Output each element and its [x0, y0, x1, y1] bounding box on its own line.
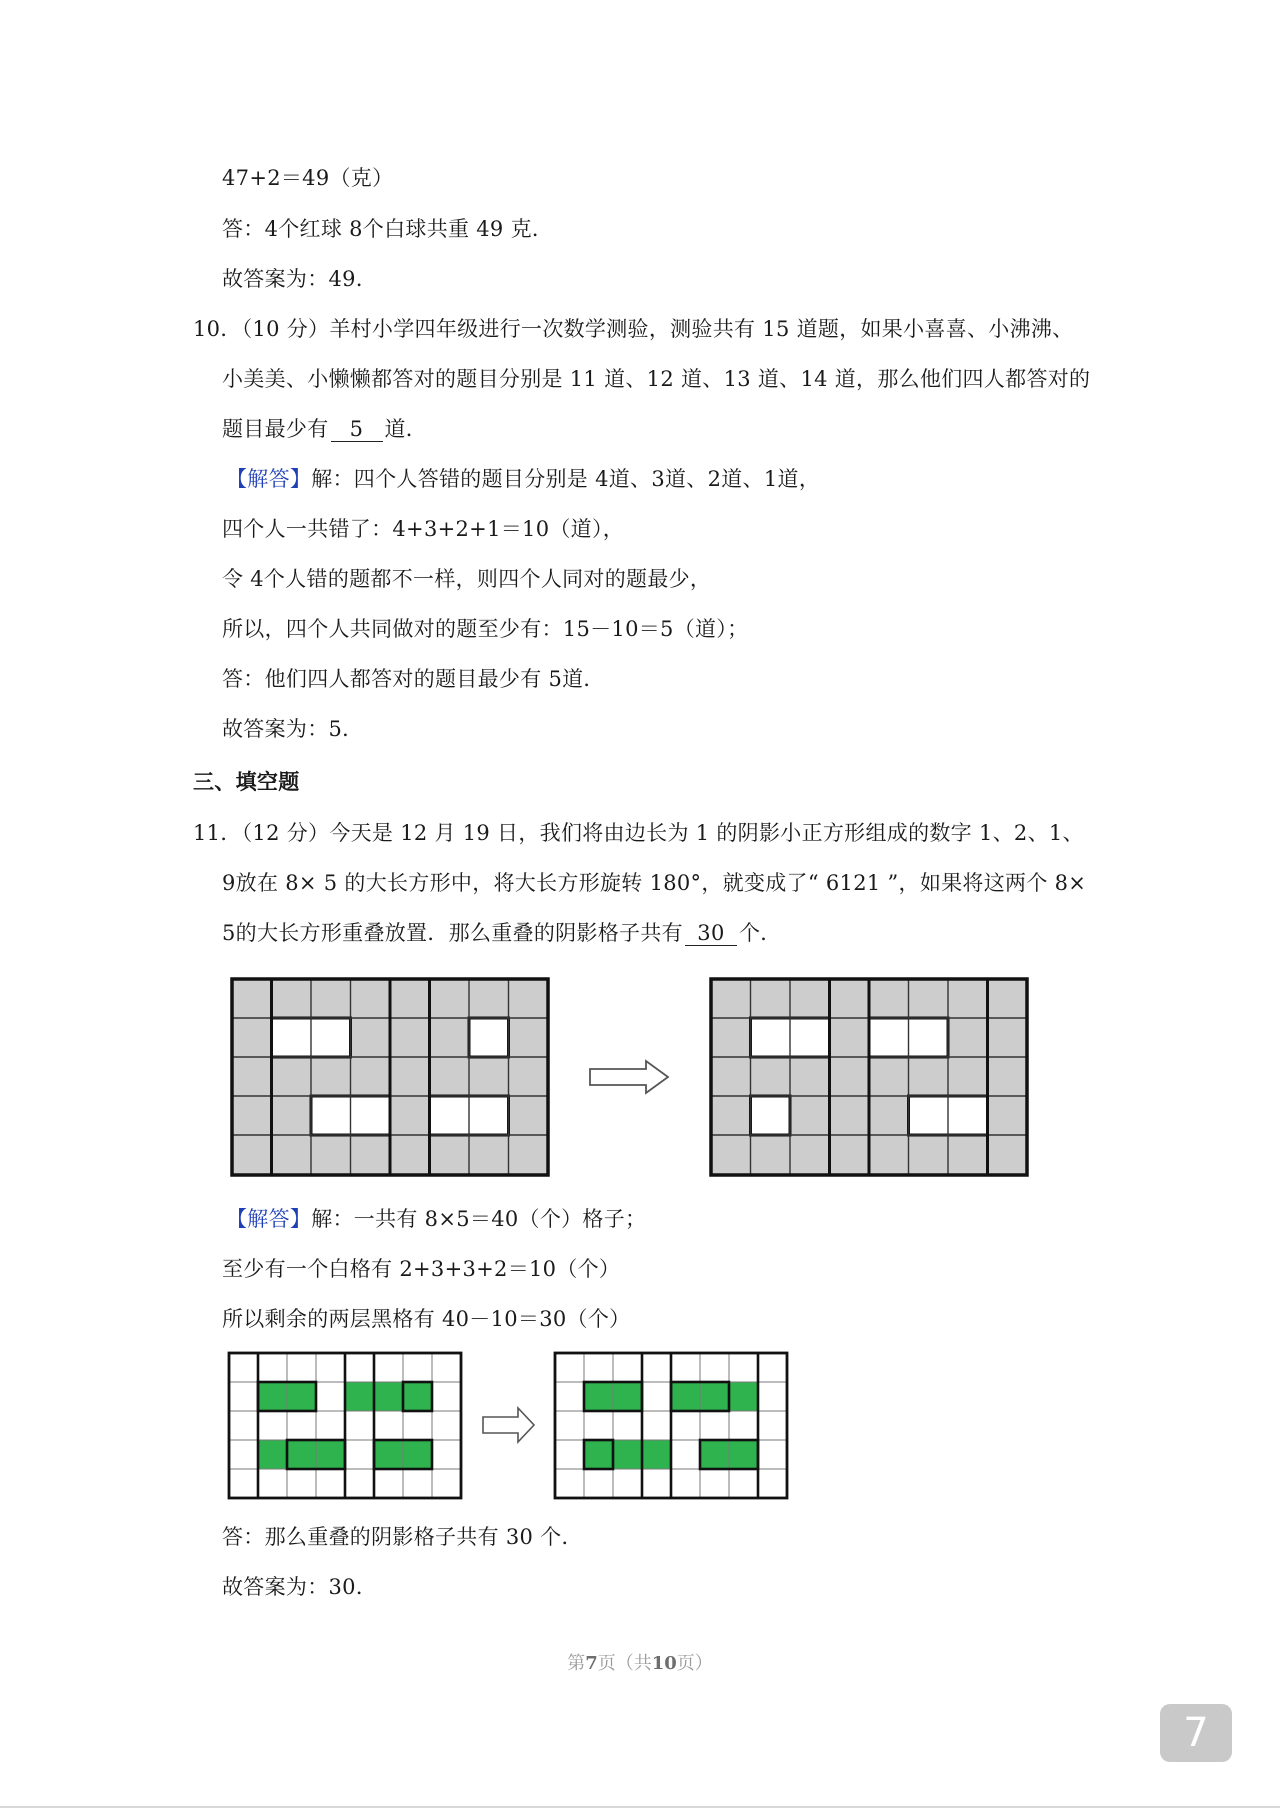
bottom-divider	[0, 1806, 1280, 1808]
green-cells	[258, 1440, 345, 1469]
q10-solution-text: 解：四个人答错的题目分别是 4道、3道、2道、1道，	[311, 467, 821, 491]
page-number-badge[interactable]: 7	[1160, 1704, 1232, 1762]
grid-1219	[232, 979, 548, 1175]
overlap-grid-left	[229, 1353, 461, 1498]
right-arrow-icon	[590, 1061, 668, 1093]
q11-stem-line2: 9放在 8× 5 的大长方形中，将大长方形旋转 180°，就变成了“ 6121 ”，如果将这两个 8×	[222, 871, 1087, 895]
footer-mid: 页（共	[597, 1653, 652, 1674]
q11-solution-text: 解：一共有 8×5＝40（个）格子；	[311, 1207, 647, 1231]
footer-pre: 第	[567, 1653, 586, 1674]
q10-solution-line1	[226, 464, 820, 494]
prev-final: 故答案为：49．	[222, 267, 378, 291]
q10-stem-line2: 小美美、小懒懒都答对的题目分别是 11 道、12 道、13 道、14 道，那么他们四人都答对的	[222, 367, 1091, 391]
white-cells	[751, 1096, 791, 1135]
q11-stem-pre: 5的大长方形重叠放置．那么重叠的阴影格子共有	[222, 921, 683, 945]
q11-final: 故答案为：30．	[222, 1575, 378, 1599]
q11-stem-line3	[222, 918, 782, 948]
footer-total: 10	[651, 1653, 677, 1674]
q10-stem-post: 道．	[384, 417, 428, 441]
q10-stem-line3	[222, 414, 427, 444]
q11-solution-line2: 至少有一个白格有 2+3+3+2＝10（个）	[222, 1257, 621, 1281]
q10-solution-line3: 令 4个人错的题都不一样，则四个人同对的题最少，	[222, 567, 712, 591]
prev-answer: 答：4个红球 8个白球共重 49 克．	[222, 217, 554, 241]
q11-answer-blank: 30	[685, 921, 737, 946]
q10-solution-line5: 答：他们四人都答对的题目最少有 5道．	[222, 667, 605, 691]
prev-calc: 47+2＝49（克）	[222, 166, 394, 190]
white-cells	[469, 1018, 509, 1057]
section-heading: 三、填空题	[193, 770, 300, 794]
overlap-grid-right	[555, 1353, 787, 1498]
green-cells	[584, 1440, 671, 1469]
overlap-figure	[226, 1350, 790, 1502]
q10-solution-line4: 所以，四个人共同做对的题至少有：15－10＝5（道）；	[222, 617, 749, 641]
q10-solution-tag: 【解答】	[226, 467, 312, 491]
q11-answer: 答：那么重叠的阴影格子共有 30 个．	[222, 1525, 583, 1549]
q11-stem-line1: 11．（12 分）今天是 12 月 19 日，我们将由边长为 1 的阴影小正方形组成的数字 1、2、1、	[193, 821, 1084, 845]
page-footer	[0, 1649, 1280, 1675]
q11-solution-tag: 【解答】	[226, 1207, 312, 1231]
right-arrow-icon	[483, 1408, 534, 1442]
q10-final: 故答案为：5．	[222, 717, 364, 741]
q10-answer-blank: 5	[331, 417, 383, 442]
footer-page: 7	[585, 1653, 598, 1674]
rotation-figure	[228, 975, 1038, 1185]
q10-stem-line1: 10．（10 分）羊村小学四年级进行一次数学测验，测验共有 15 道题，如果小喜喜、小沸沸、	[193, 317, 1074, 341]
q11-solution-line3: 所以剩余的两层黑格有 40－10＝30（个）	[222, 1307, 631, 1331]
footer-post: 页）	[676, 1653, 713, 1674]
q11-solution-line1	[226, 1204, 646, 1234]
grid-6121	[711, 979, 1027, 1175]
q11-stem-post: 个．	[738, 921, 782, 945]
green-cells	[671, 1382, 758, 1411]
green-cells	[345, 1382, 432, 1411]
q10-stem-pre: 题目最少有	[222, 417, 329, 441]
q10-solution-line2: 四个人一共错了：4+3+2+1＝10（道），	[222, 517, 625, 541]
